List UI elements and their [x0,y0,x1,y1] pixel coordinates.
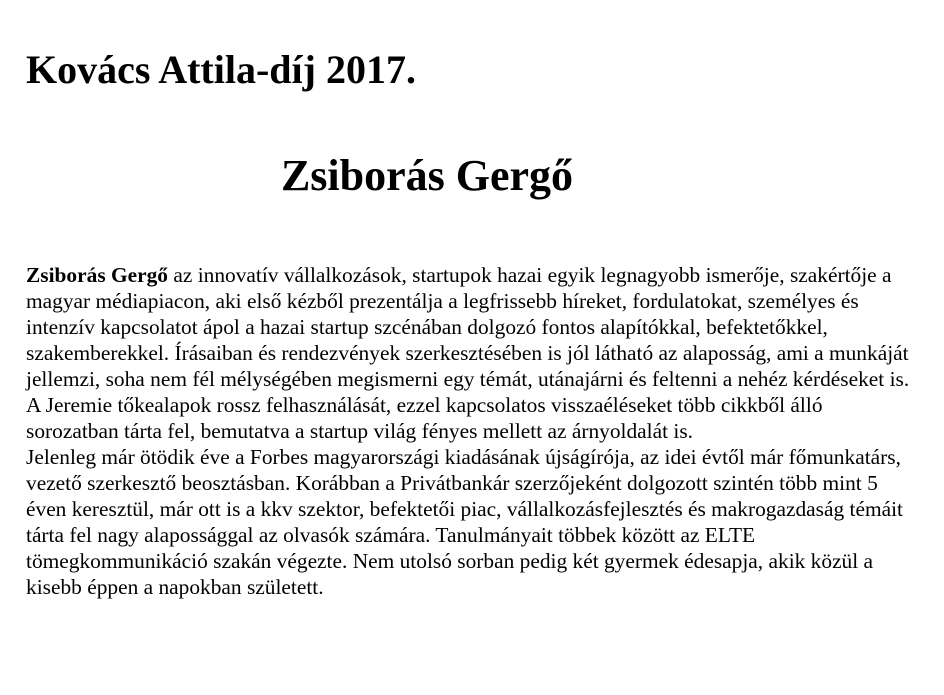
person-name-heading: Zsiborás Gergő [280,151,574,200]
bio-paragraph-1 [26,262,918,444]
bio-paragraph-1-text: az innovatív vállalkozások, startupok hazai egyik legnagyobb ismerője, szakértője a magyar médiapiacon, aki első kézből prezentálja a legfrissebb híreket, fordulatokat, személyes és intenzív kapcsolatot ápol a hazai startup szcénában dolgozó fontos alapítókkal, befektetőkkel, szakemberekkel. Írásaiban és rendezvények szerkesztésében is jól látható az alaposság, ami a munkáját jellemzi, soha nem fél mélységében megismerni egy témát, utánajárni és feltenni a nehéz kérdéseket is. A Jeremie tőkealapok rossz felhasználását, ezzel kapcsolatos visszaéléseket több cikkből álló sorozatban tárta fel, bemutatva a startup világ fényes mellett az árnyoldalát is. [26,263,910,443]
biography [26,262,918,600]
bio-paragraph-2: Jelenleg már ötödik éve a Forbes magyarországi kiadásának újságírója, az idei évtől már főmunkatárs, vezető szerkesztő beosztásban. Korábban a Privátbankár szerzőjeként dolgozott szintén több mint 5 éven keresztül, már ott is a kkv szektor, befektetői piac, vállalkozásfejlesztés és makrogazdaság témáit tárta fel nagy alapossággal az olvasók számára. Tanulmányait többek között az ELTE tömegkommunikáció szakán végezte. Nem utolsó sorban pedig két gyermek édesapja, akik közül a kisebb éppen a napokban született. [26,445,903,599]
bio-name: Zsiborás Gergő [26,263,169,287]
award-title: Kovács Attila-díj 2017. [26,47,416,92]
